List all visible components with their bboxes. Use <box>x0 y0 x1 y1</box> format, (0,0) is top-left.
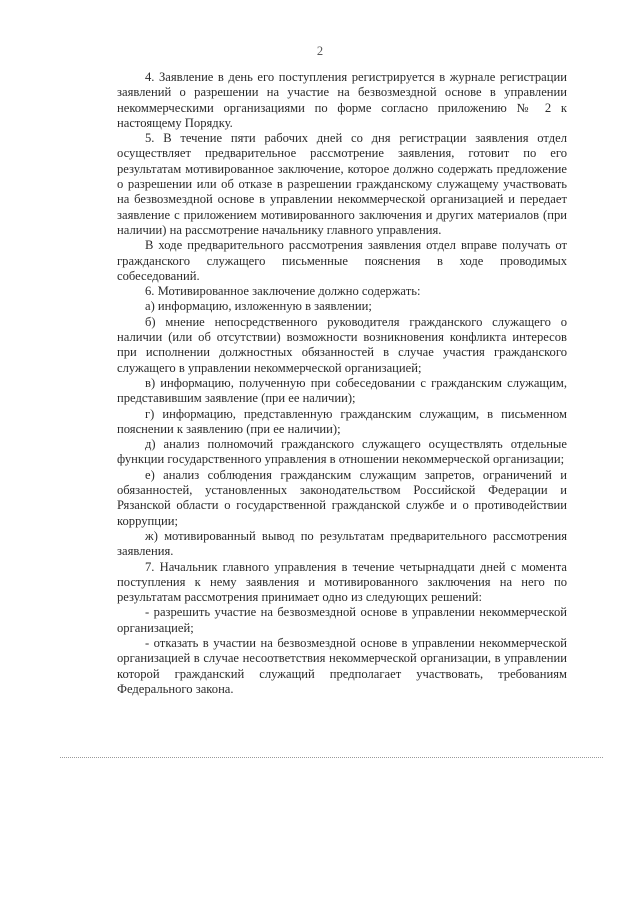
document-body <box>117 70 567 697</box>
footer-divider <box>60 757 603 758</box>
list-item-zh: ж) мотивированный вывод по результатам предварительного рассмотрения заявления. <box>117 528 567 559</box>
paragraph-5-note: В ходе предварительного рассмотрения заявления отдел вправе получать от гражданского служащего письменные пояснения в ходе проводимых собеседований. <box>117 238 567 283</box>
decision-refuse: - отказать в участии на безвозмездной основе в управлении некоммерческой организацией в случае несоответствия некоммерческой организации, в управлении которой гражданский служащий предполагает участвовать, требованиям Федерального закона. <box>117 635 567 696</box>
paragraph-5: 5. В течение пяти рабочих дней со дня регистрации заявления отдел осуществляет предварительное рассмотрение заявления, готовит по его результатам мотивированное заключение, которое должно содержать предложение о разрешении или об отказе в разрешении гражданскому служащему участвовать на безвозмездной основе в управлении некоммерческой организацией и передает заявление с приложением мотивированного заключения и других материалов (при наличии) на рассмотрение начальнику главного управления. <box>117 131 567 237</box>
list-item-b: б) мнение непосредственного руководителя гражданского служащего о наличии (или об отсутствии) возможности возникновения конфликта интересов при исполнении должностных обязанностей в случае участия гражданского служащего в управлении некоммерческой организацией; <box>117 314 567 375</box>
list-item-d: д) анализ полномочий гражданского служащего осуществлять отдельные функции государственного управления в отношении некоммерческой организации; <box>117 437 567 467</box>
list-item-g: г) информацию, представленную гражданским служащим, в письменном пояснении к заявлению (при ее наличии); <box>117 406 567 436</box>
list-item-a: а) информацию, изложенную в заявлении; <box>145 299 372 314</box>
paragraph-4: 4. Заявление в день его поступления регистрируется в журнале регистрации заявлений о разрешении на участие на безвозмездной основе в управлении некоммерческими организациями по форме согласно приложению № 2 к настоящему Порядку. <box>117 70 567 130</box>
decision-allow: - разрешить участие на безвозмездной основе в управлении некоммерческой организацией; <box>117 605 567 635</box>
paragraph-7: 7. Начальник главного управления в течение четырнадцати дней с момента поступления к нему заявления и мотивированного заключения на него по результатам рассмотрения принимает одно из следующих решений: <box>117 559 567 605</box>
list-item-v: в) информацию, полученную при собеседовании с гражданским служащим, представившим заявление (при ее наличии); <box>117 375 567 406</box>
page-number: 2 <box>316 44 324 58</box>
list-item-e: е) анализ соблюдения гражданским служащим запретов, ограничений и обязанностей, установленных законодательством Российской Федерации и Рязанской области о государственной гражданской службе и о противодействии коррупции; <box>117 467 567 528</box>
paragraph-6: 6. Мотивированное заключение должно содержать: <box>145 284 421 299</box>
